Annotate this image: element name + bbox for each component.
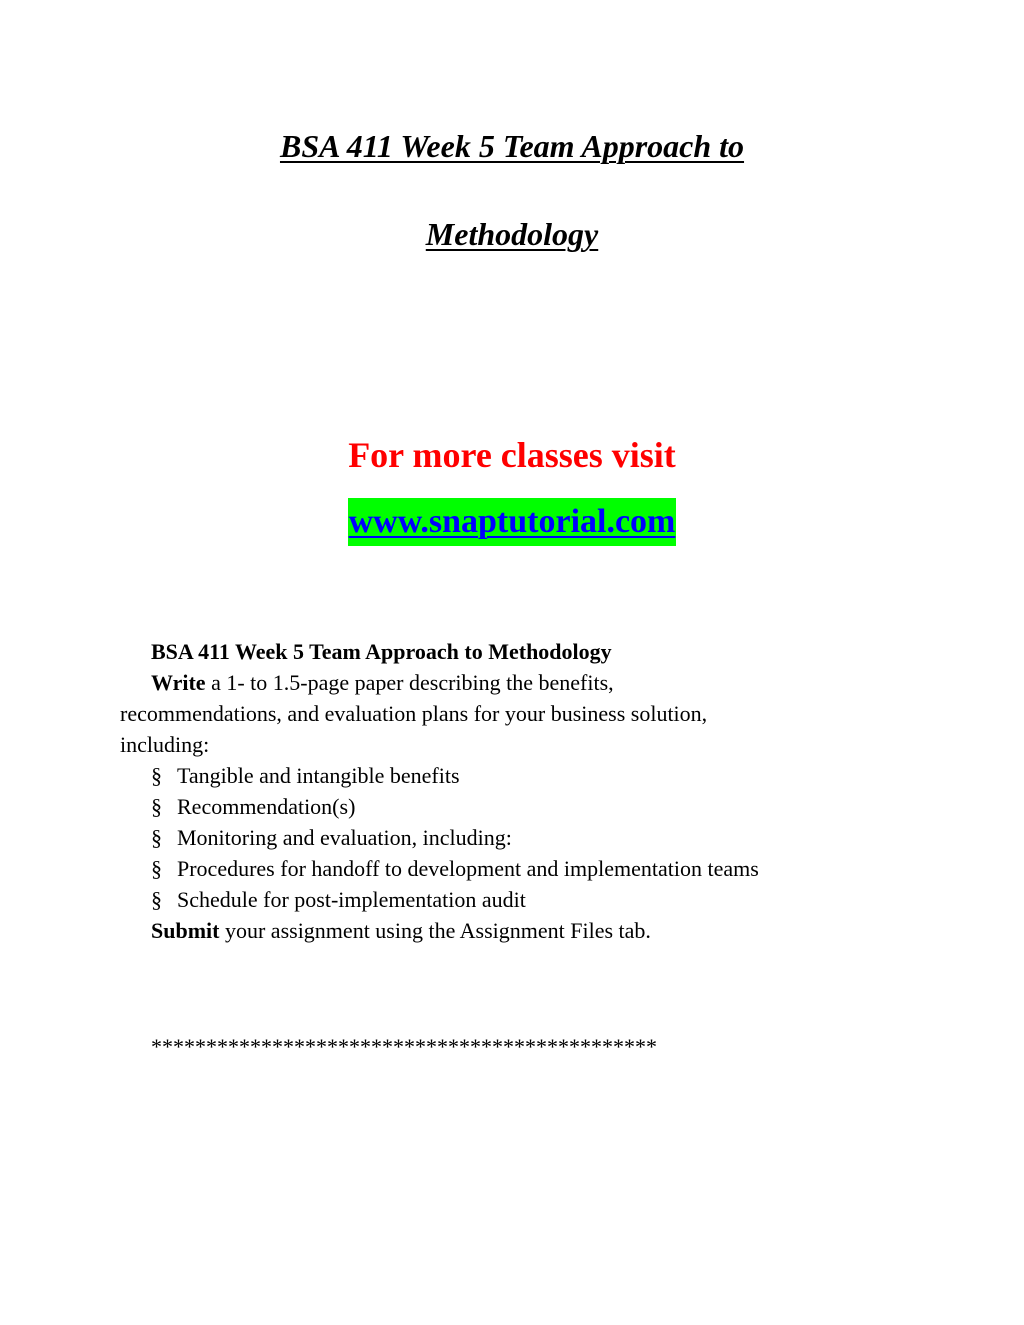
write-label: Write bbox=[151, 670, 206, 695]
write-text-1: a 1- to 1.5-page paper describing the benefits, bbox=[205, 670, 614, 695]
write-instruction-line-2: recommendations, and evaluation plans for your business solution, bbox=[120, 701, 708, 726]
bullet-item bbox=[120, 760, 910, 791]
write-instruction-line-3: including: bbox=[120, 732, 210, 757]
bullet-text: Procedures for handoff to development and implementation teams bbox=[177, 856, 759, 881]
section-sign-icon: § bbox=[151, 856, 162, 881]
assignment-body bbox=[120, 636, 910, 946]
submit-instruction bbox=[120, 915, 910, 946]
bullet-item bbox=[120, 884, 910, 915]
section-sign-icon: § bbox=[151, 794, 162, 819]
bullet-item bbox=[120, 853, 910, 884]
assignment-heading bbox=[120, 636, 910, 667]
asterisk-separator: ********************************************** bbox=[151, 1034, 657, 1059]
bullet-text: Monitoring and evaluation, including: bbox=[177, 825, 512, 850]
write-instruction-line-1 bbox=[120, 667, 910, 698]
section-sign-icon: § bbox=[151, 763, 162, 788]
submit-text: your assignment using the Assignment Files tab. bbox=[219, 918, 651, 943]
site-link[interactable]: www.snaptutorial.com bbox=[348, 498, 677, 546]
bullet-text: Tangible and intangible benefits bbox=[177, 763, 460, 788]
bullet-text: Schedule for post-implementation audit bbox=[177, 887, 526, 912]
promo-text: For more classes visit bbox=[348, 435, 676, 475]
bullet-item bbox=[120, 822, 910, 853]
bullet-item bbox=[120, 791, 910, 822]
section-sign-icon: § bbox=[151, 887, 162, 912]
site-link-container bbox=[0, 498, 1024, 546]
submit-label: Submit bbox=[151, 918, 220, 943]
section-sign-icon: § bbox=[151, 825, 162, 850]
document-title-line-2: Methodology bbox=[425, 216, 599, 252]
document-title-line-1: BSA 411 Week 5 Team Approach to bbox=[279, 128, 745, 164]
bullet-text: Recommendation(s) bbox=[177, 794, 356, 819]
assignment-heading-text: BSA 411 Week 5 Team Approach to Methodology bbox=[151, 639, 612, 664]
